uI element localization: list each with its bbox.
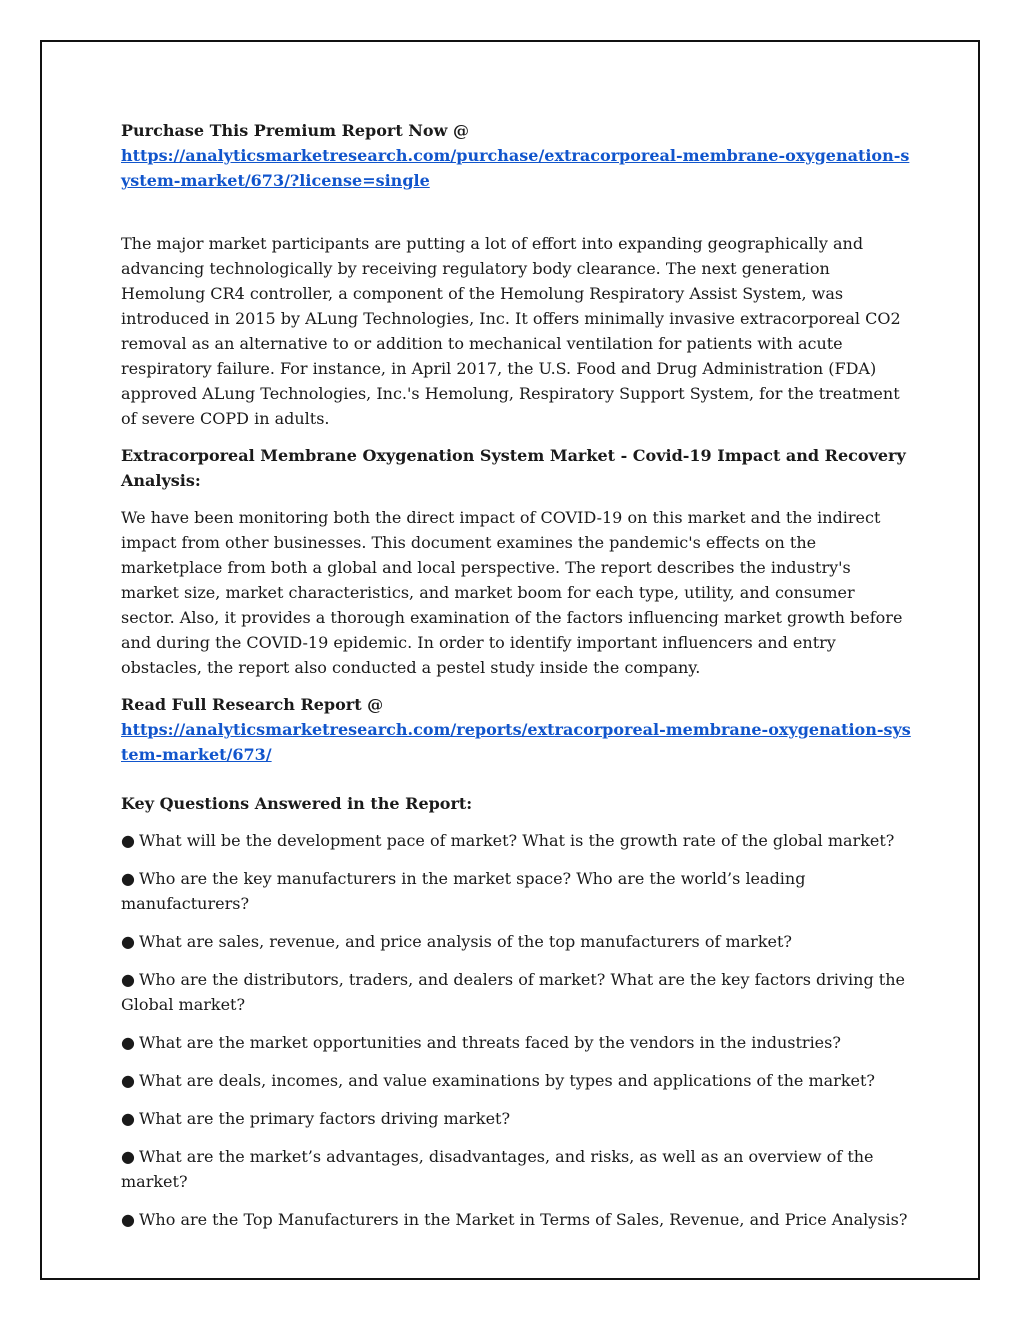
covid-heading: Extracorporeal Membrane Oxygenation System Market - Covid-19 Impact and Recovery Analysis: xyxy=(121,446,906,490)
purchase-link[interactable]: https://analyticsmarketresearch.com/purchase/extracorporeal-membrane-oxygenation-system-market/673/?license=single xyxy=(121,146,910,190)
question-text: What are deals, incomes, and value examinations by types and applications of the market? xyxy=(138,1071,875,1090)
list-item xyxy=(121,929,911,954)
question-text: What are the primary factors driving market? xyxy=(138,1109,511,1128)
bullet-icon: ● xyxy=(121,970,135,989)
covid-paragraph: We have been monitoring both the direct impact of COVID-19 on this market and the indirect impact from other businesses. This document examines the pandemic's effects on the marketplace from both a global and local perspective. The report describes the industry's market size, market characteristics, and market boom for each type, utility, and consumer sector. Also, it provides a thorough examination of the factors influencing market growth before and during the COVID-19 epidemic. In order to identify important influencers and entry obstacles, the report also conducted a pestel study inside the company. xyxy=(121,508,903,677)
key-questions-heading: Key Questions Answered in the Report: xyxy=(121,794,473,813)
bullet-icon: ● xyxy=(121,932,135,951)
list-item xyxy=(121,1068,911,1093)
key-questions-list xyxy=(121,828,911,1232)
bullet-icon: ● xyxy=(121,831,135,850)
question-text: What are sales, revenue, and price analysis of the top manufacturers of market? xyxy=(138,932,792,951)
bullet-icon: ● xyxy=(121,1109,135,1128)
document-content xyxy=(121,118,911,1245)
bullet-icon: ● xyxy=(121,1147,135,1166)
bullet-icon: ● xyxy=(121,1033,135,1052)
question-text: Who are the Top Manufacturers in the Market in Terms of Sales, Revenue, and Price Analysis? xyxy=(138,1210,908,1229)
question-text: What will be the development pace of market? What is the growth rate of the global market? xyxy=(138,831,895,850)
question-text: What are the market’s advantages, disadvantages, and risks, as well as an overview of the market? xyxy=(121,1147,874,1191)
purchase-block xyxy=(121,118,911,193)
list-item xyxy=(121,1030,911,1055)
list-item xyxy=(121,1106,911,1131)
list-item xyxy=(121,866,911,916)
bullet-icon: ● xyxy=(121,869,135,888)
purchase-heading: Purchase This Premium Report Now @ xyxy=(121,121,469,140)
list-item xyxy=(121,967,911,1017)
question-text: Who are the distributors, traders, and dealers of market? What are the key factors driving the Global market? xyxy=(121,970,905,1014)
question-text: What are the market opportunities and threats faced by the vendors in the industries? xyxy=(138,1033,841,1052)
bullet-icon: ● xyxy=(121,1210,135,1229)
list-item xyxy=(121,828,911,853)
read-full-heading: Read Full Research Report @ xyxy=(121,695,384,714)
bullet-icon: ● xyxy=(121,1071,135,1090)
list-item xyxy=(121,1207,911,1232)
list-item xyxy=(121,1144,911,1194)
read-full-block xyxy=(121,692,911,767)
question-text: Who are the key manufacturers in the market space? Who are the world’s leading manufacturers? xyxy=(121,869,806,913)
intro-paragraph: The major market participants are putting a lot of effort into expanding geographically and advancing technologically by receiving regulatory body clearance. The next generation Hemolung CR4 controller, a component of the Hemolung Respiratory Assist System, was introduced in 2015 by ALung Technologies, Inc. It offers minimally invasive extracorporeal CO2 removal as an alternative to or addition to mechanical ventilation for patients with acute respiratory failure. For instance, in April 2017, the U.S. Food and Drug Administration (FDA) approved ALung Technologies, Inc.'s Hemolung, Respiratory Support System, for the treatment of severe COPD in adults. xyxy=(121,234,901,428)
read-full-link[interactable]: https://analyticsmarketresearch.com/reports/extracorporeal-membrane-oxygenation-system-market/673/ xyxy=(121,720,911,764)
